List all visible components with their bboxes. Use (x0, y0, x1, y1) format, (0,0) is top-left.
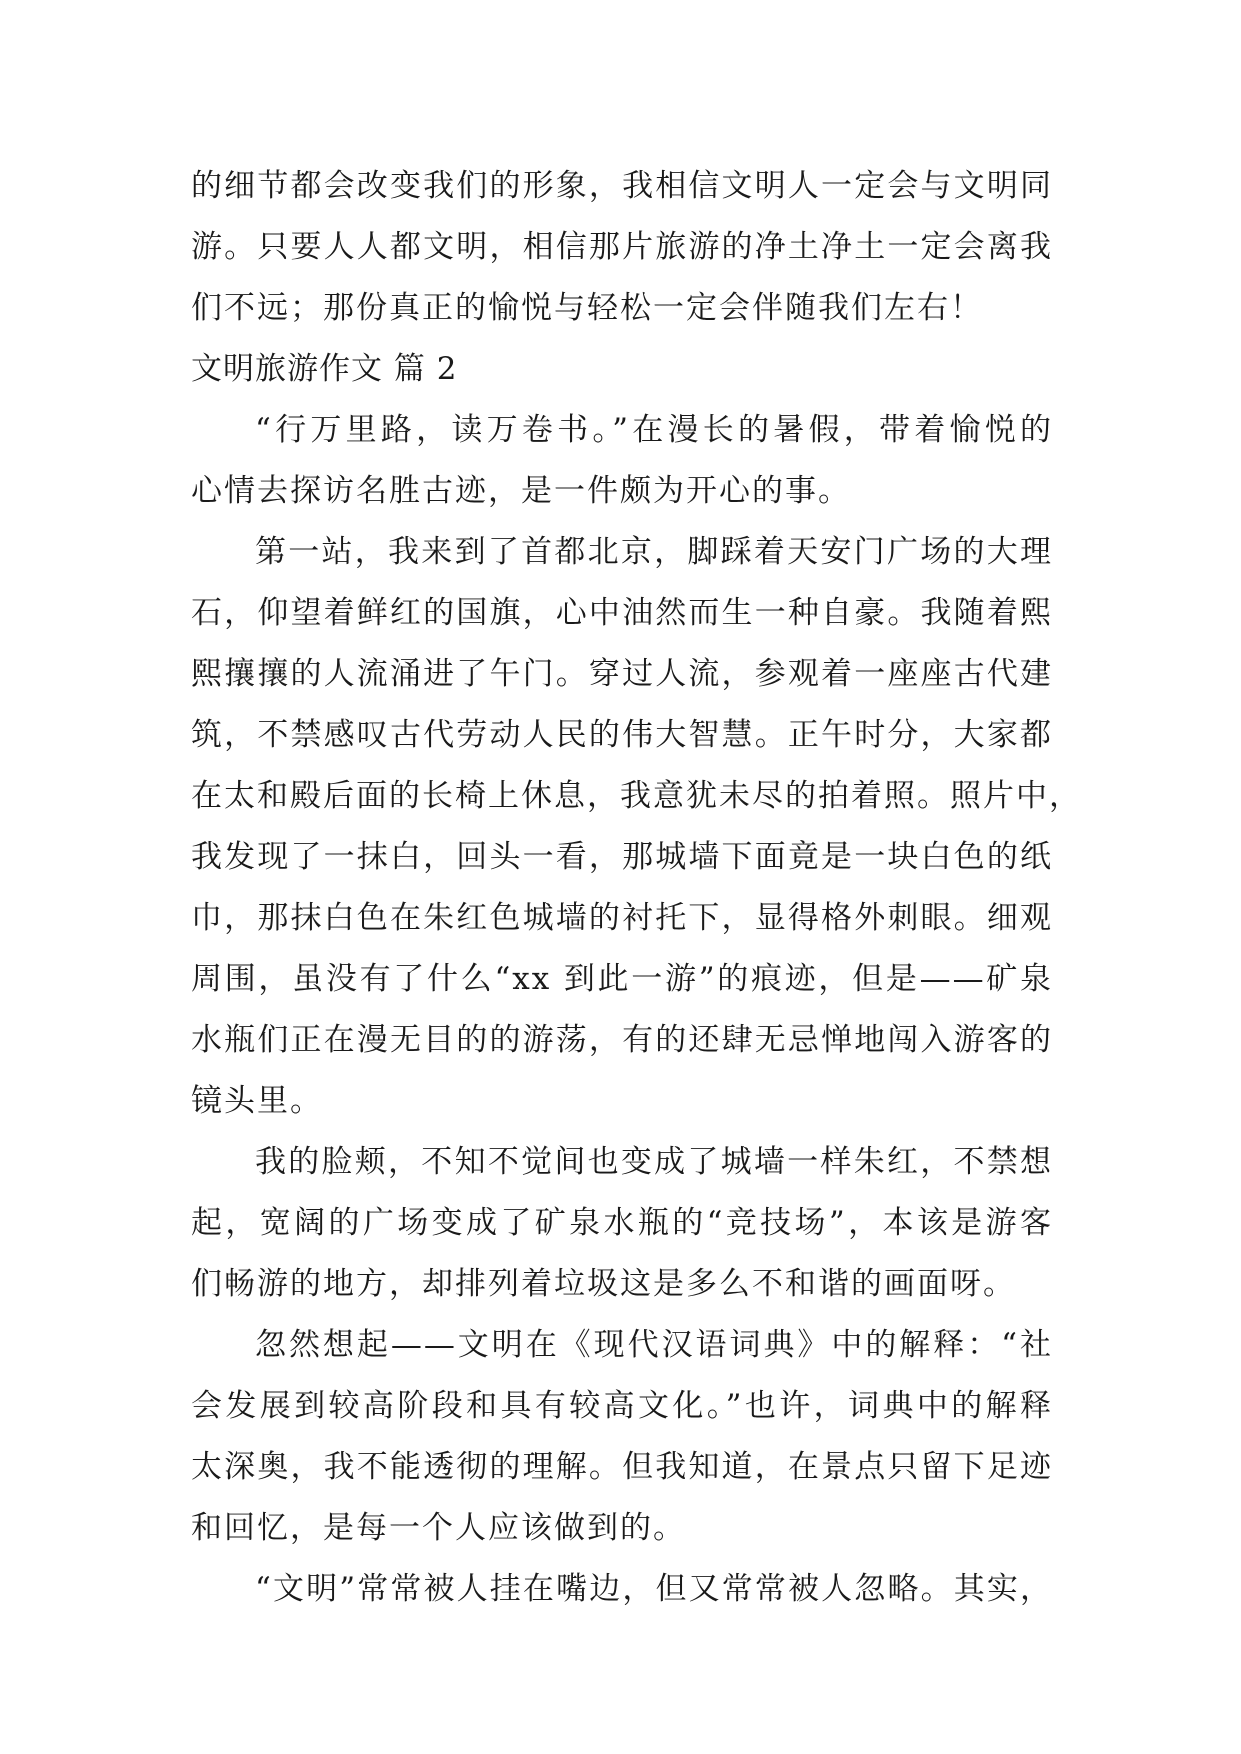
text-line: 巾，那抹白色在朱红色城墙的衬托下，显得格外刺眼。细观 (191, 900, 1053, 936)
paragraph-2 (191, 522, 1082, 1132)
paragraph-1 (191, 400, 1053, 522)
document-body (191, 156, 1082, 1620)
text-line: 在太和殿后面的长椅上休息，我意犹未尽的拍着照。照片中， (191, 778, 1082, 814)
text-line: 水瓶们正在漫无目的的游荡，有的还肆无忌惮地闯入游客的 (191, 1022, 1053, 1058)
section-heading: 文明旅游作文 篇 2 (191, 351, 458, 387)
text-line: 筑，不禁感叹古代劳动人民的伟大智慧。正午时分，大家都 (191, 717, 1053, 753)
paragraph-5 (191, 1559, 1053, 1620)
paragraph-4 (191, 1315, 1053, 1559)
text-line: 熙攘攘的人流涌进了午门。穿过人流，参观着一座座古代建 (191, 656, 1053, 692)
text-line: 和回忆，是每一个人应该做到的。 (191, 1510, 686, 1546)
text-line: 镜头里。 (191, 1083, 323, 1119)
text-line: 太深奥，我不能透彻的理解。但我知道，在景点只留下足迹 (191, 1449, 1053, 1485)
text-line: 们畅游的地方，却排列着垃圾这是多么不和谐的画面呀。 (191, 1266, 1016, 1302)
text-line: 我的脸颊，不知不觉间也变成了城墙一样朱红，不禁想 (255, 1144, 1053, 1180)
paragraph-continued (191, 156, 1053, 339)
text-line: 会发展到较高阶段和具有较高文化。”也许，词典中的解释 (191, 1388, 1053, 1424)
text-line: 周围，虽没有了什么“xx 到此一游”的痕迹，但是——矿泉 (191, 961, 1053, 997)
text-line: “行万里路，读万卷书。”在漫长的暑假，带着愉悦的 (255, 412, 1053, 448)
text-line: 第一站，我来到了首都北京，脚踩着天安门广场的大理 (255, 534, 1053, 570)
text-line: 石，仰望着鲜红的国旗，心中油然而生一种自豪。我随着熙 (191, 595, 1053, 631)
text-line: 我发现了一抹白，回头一看，那城墙下面竟是一块白色的纸 (191, 839, 1053, 875)
text-line: 游。只要人人都文明，相信那片旅游的净土净土一定会离我 (191, 229, 1053, 265)
text-line: 心情去探访名胜古迹，是一件颇为开心的事。 (191, 473, 851, 509)
paragraph-3 (191, 1132, 1053, 1315)
text-line: 的细节都会改变我们的形象，我相信文明人一定会与文明同 (191, 168, 1053, 204)
text-line: 起，宽阔的广场变成了矿泉水瓶的“竞技场”，本该是游客 (191, 1205, 1053, 1241)
text-line: “文明”常常被人挂在嘴边，但又常常被人忽略。其实， (255, 1571, 1053, 1607)
text-line: 们不远；那份真正的愉悦与轻松一定会伴随我们左右！ (191, 290, 983, 326)
text-line: 忽然想起——文明在《现代汉语词典》中的解释：“社 (255, 1327, 1053, 1363)
